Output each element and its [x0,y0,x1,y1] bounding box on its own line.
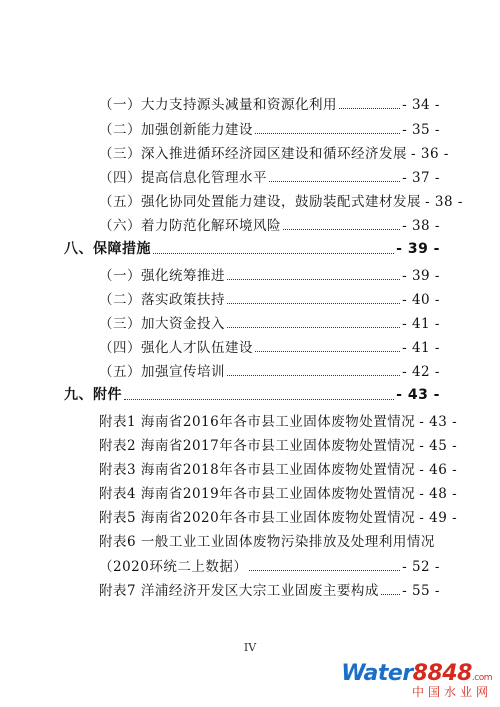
toc-entry-label: （六）着力防范化解环境风险 [99,218,281,234]
leader-dots [255,350,400,352]
leader-dots [283,228,400,230]
toc-entry[interactable] [99,312,440,332]
toc-entry[interactable] [99,93,440,113]
toc-entry-label: （2020环统二上数据） [99,559,248,575]
toc-entry[interactable] [99,410,458,430]
toc-section[interactable] [64,238,440,258]
toc-entry[interactable] [99,288,440,308]
toc-entry-label: 附表5 海南省2020年各市县工业固体废物处置情况 [99,510,416,526]
toc-entry-label: 附表4 海南省2019年各市县工业固体废物处置情况 [99,486,416,502]
toc-entry-label: （一）强化统筹推进 [99,268,225,284]
toc-entry[interactable] [99,434,458,454]
toc-entry-page: - 38 - [425,194,463,210]
leader-dots [153,252,394,254]
leader-dots [339,107,400,109]
toc-entry[interactable] [99,555,440,575]
leader-dots [249,569,400,571]
toc-entry-page: - 55 - [402,583,440,599]
toc-entry-page: - 52 - [402,559,440,575]
toc-entry-page: - 49 - [419,510,458,526]
leader-dots [381,593,400,595]
watermark-brand: Water8848.com [341,661,492,686]
toc-entry-page: - 35 - [402,122,440,138]
toc-entry-label: 附表1 海南省2016年各市县工业固体废物处置情况 [99,414,416,430]
toc-entry-page: - 39 - [402,268,440,284]
toc-entry[interactable] [99,482,458,502]
toc-section-label: 八、保障措施 [64,241,151,257]
toc-entry-page: - 41 - [402,340,440,356]
toc-section-page: - 39 - [396,241,440,257]
toc-entry-label: （四）强化人才队伍建设 [99,340,253,356]
toc-entry-page: - 37 - [402,170,440,186]
toc-entry[interactable] [99,214,440,234]
toc-entry-label: 附表2 海南省2017年各市县工业固体废物处置情况 [99,438,416,454]
toc-section-page: - 43 - [396,387,440,403]
toc-entry[interactable] [99,360,440,380]
toc-entry-label: （三）加大资金投入 [99,316,225,332]
toc-entry-page: - 46 - [419,462,458,478]
toc-entry[interactable] [99,190,463,210]
toc-entry-page: - 36 - [411,146,449,162]
toc-entry[interactable] [99,166,440,186]
toc-entry[interactable] [99,336,440,356]
leader-dots [227,326,400,328]
toc-entry-page: - 38 - [402,218,440,234]
toc-entry[interactable] [99,579,440,599]
toc-entry[interactable] [99,142,449,162]
leader-dots [255,132,400,134]
toc-section[interactable] [64,384,440,404]
toc-entry-label: （五）加强宣传培训 [99,364,225,380]
watermark-logo [341,661,492,700]
leader-dots [227,278,400,280]
toc-entry-label: 附表3 海南省2018年各市县工业固体废物处置情况 [99,462,416,478]
toc-entry-label: （二）加强创新能力建设 [99,122,253,138]
toc-entry-label: （四）提高信息化管理水平 [99,170,267,186]
toc-entry-page: - 40 - [402,292,440,308]
toc-entry-page: - 48 - [419,486,458,502]
toc-entry-label: 附表7 洋浦经济开发区大宗工业固废主要构成 [99,583,379,599]
watermark-cn: 中国水业网 [411,685,492,699]
toc-entry-page: - 41 - [402,316,440,332]
toc-entry-page: - 45 - [419,438,458,454]
leader-dots [227,302,400,304]
page-number: IV [243,641,257,654]
toc-entry-label: （二）落实政策扶持 [99,292,225,308]
leader-dots [124,398,394,400]
toc-entry-page: - 42 - [402,364,440,380]
toc-entry-page: - 43 - [419,414,458,430]
toc-entry[interactable] [99,506,458,526]
toc-entry-no-page[interactable]: 附表6 一般工业工业固体废物污染排放及处理利用情况 [99,534,435,550]
leader-dots [269,180,400,182]
toc-entry-label: （三）深入推进循环经济园区建设和循环经济发展 [99,146,407,162]
toc-section-label: 九、附件 [64,387,122,403]
toc-entry[interactable] [99,458,458,478]
toc-entry-page: - 34 - [402,97,440,113]
toc-entry-label: （一）大力支持源头减量和资源化利用 [99,97,337,113]
toc-entry[interactable] [99,264,440,284]
toc-entry[interactable] [99,118,440,138]
toc-entry-label: （五）强化协同处置能力建设，鼓励装配式建材发展 [99,194,421,210]
leader-dots [227,374,400,376]
